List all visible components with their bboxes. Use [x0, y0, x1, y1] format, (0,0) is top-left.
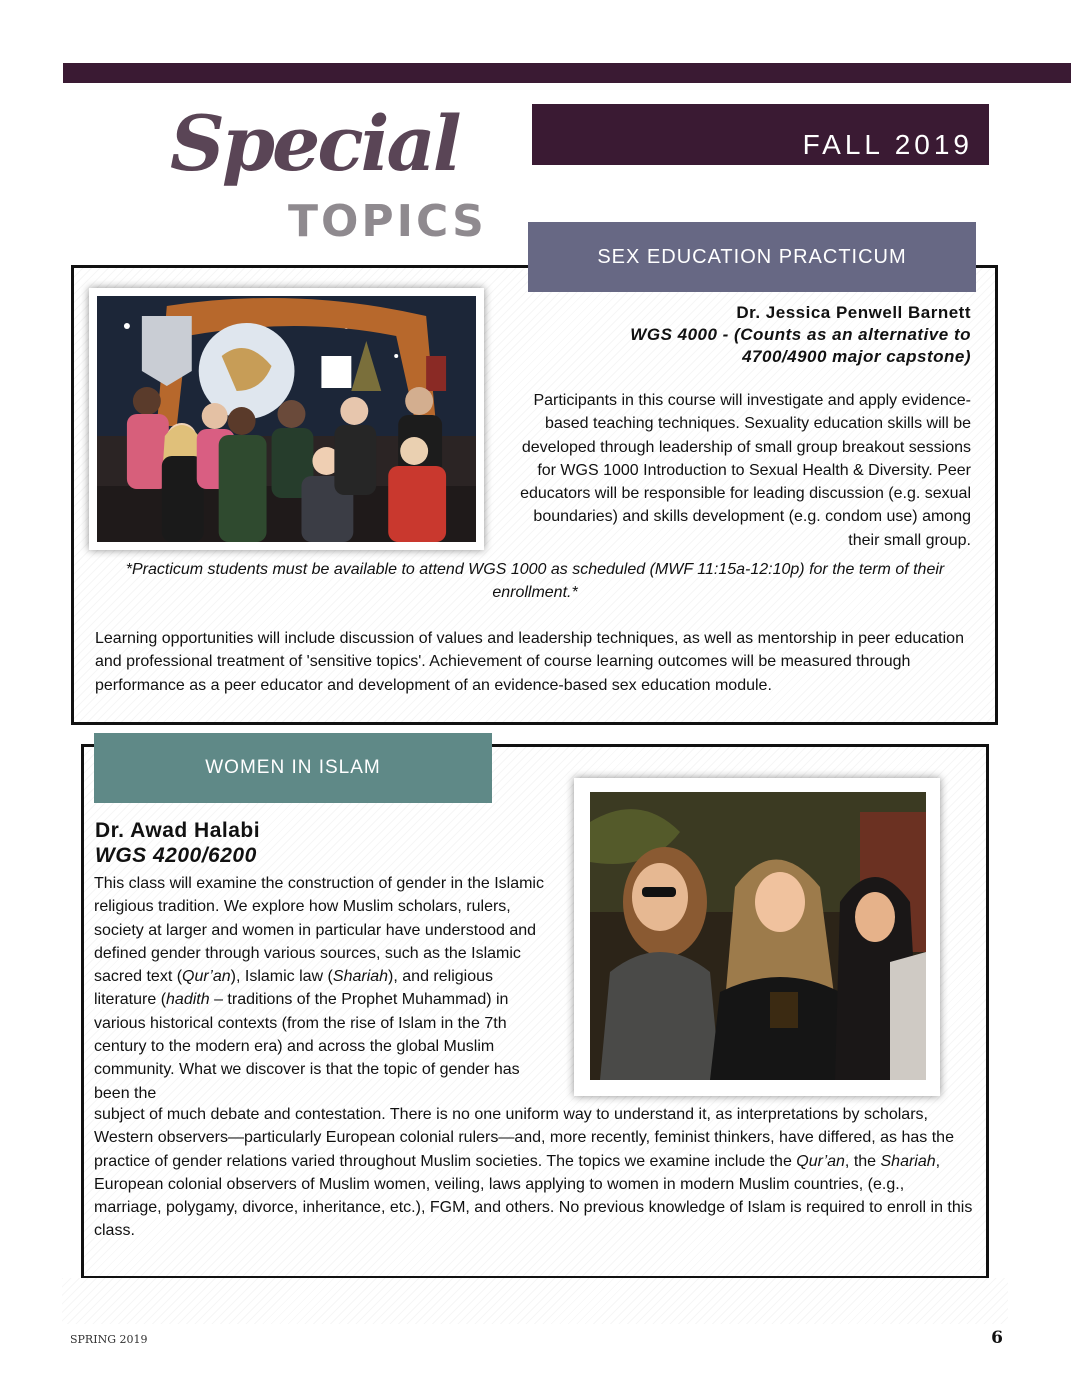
group-photo-image — [97, 296, 476, 542]
description-text: subject of much debate and contestation. There is no one uniform way to understand it, as interpretations by scholars, Western observers—particularly European colonial rulers—and, more recently, feminist thinkers, have differed, as has the practice of gender relations varied throughout Muslim societies. The topics we examine include the — [94, 1106, 954, 1170]
top-bar — [63, 63, 1071, 83]
page-number: 6 — [991, 1328, 1003, 1348]
description-text: This class will examine the construction of gender in the Islamic religious tradition. We explore how Muslim scholars, rulers, society at larger and women in particular have understood and defined gender through various sources, such as the Islamic sacred text ( — [94, 875, 544, 986]
section-title-text: WOMEN IN ISLAM — [205, 757, 381, 778]
women-photo-image — [590, 792, 926, 1080]
description-text: – traditions of the Prophet Muhammad) in various historical contexts (from the rise of Islam in the 7th century to the modern era) and across the global Muslim community. What we discover is that the topic of gender has been the — [94, 991, 520, 1102]
section1-instructor: Dr. Jessica Penwell Barnett — [736, 303, 971, 322]
term-quran: Qur’an — [182, 968, 231, 986]
section1-course-code: WGS 4000 - (Counts as an alternative to 4700/4900 major capstone) — [630, 325, 971, 366]
description-text: ), and religious literature ( — [94, 968, 493, 1009]
section1-learning-outcomes: Learning opportunities will include discussion of values and leadership techniques, as well as mentorship in peer education and professional treatment of 'sensitive topics'. Achievement of course learning outcomes will be measured through performance as a peer educator and development of an evidence-based sex education module. — [95, 630, 964, 694]
section1-schedule-note: *Practicum students must be available to attend WGS 1000 as scheduled (MWF 11:15a-12:10p) for the term of their enrollment.* — [125, 561, 945, 602]
term-quran: Qur’an — [796, 1152, 845, 1170]
section-sex-education-title — [528, 222, 976, 292]
section1-description: Participants in this course will investigate and apply evidence-based teaching techniques. Sexuality education skills will be developed through leadership of small group breakout sessions for WGS 1000 Introduction to Sexual Health & Diversity. Peer educators will be responsible for leading discussion (e.g. sexual boundaries) and skills development (e.g. condom use) among their small group. — [520, 392, 971, 549]
term-label: FALL 2019 — [802, 129, 973, 160]
term-hadith: hadith — [166, 991, 210, 1009]
women-photo — [574, 778, 940, 1096]
footer-issue: SPRING 2019 — [70, 1333, 148, 1346]
section2-description-part1 — [94, 872, 556, 1105]
description-text: ), Islamic law ( — [230, 968, 333, 986]
section2-instructor: Dr. Awad Halabi — [95, 819, 261, 842]
section2-description-part2 — [94, 1103, 974, 1243]
description-text: , the — [844, 1152, 881, 1170]
decorative-hatch-strip — [62, 1278, 1008, 1324]
section2-course-code: WGS 4200/6200 — [95, 844, 257, 867]
term-banner — [532, 104, 989, 165]
section-women-in-islam-title — [94, 733, 492, 803]
logo-special-text: Special — [170, 99, 459, 188]
section-title-text: SEX EDUCATION PRACTICUM — [597, 245, 907, 268]
term-shariah: Shariah — [880, 1152, 936, 1170]
term-shariah: Shariah — [332, 968, 389, 986]
group-photo — [89, 288, 484, 550]
logo-topics-text: TOPICS — [288, 196, 487, 247]
description-text: , European colonial observers of Muslim women, veiling, laws applying to women in modern Muslim countries, (e.g., marriage, polygamy, divorce, inheritance, etc.), FGM, and others. No previous knowledge of Islam is required to enroll in this class. — [94, 1152, 973, 1240]
